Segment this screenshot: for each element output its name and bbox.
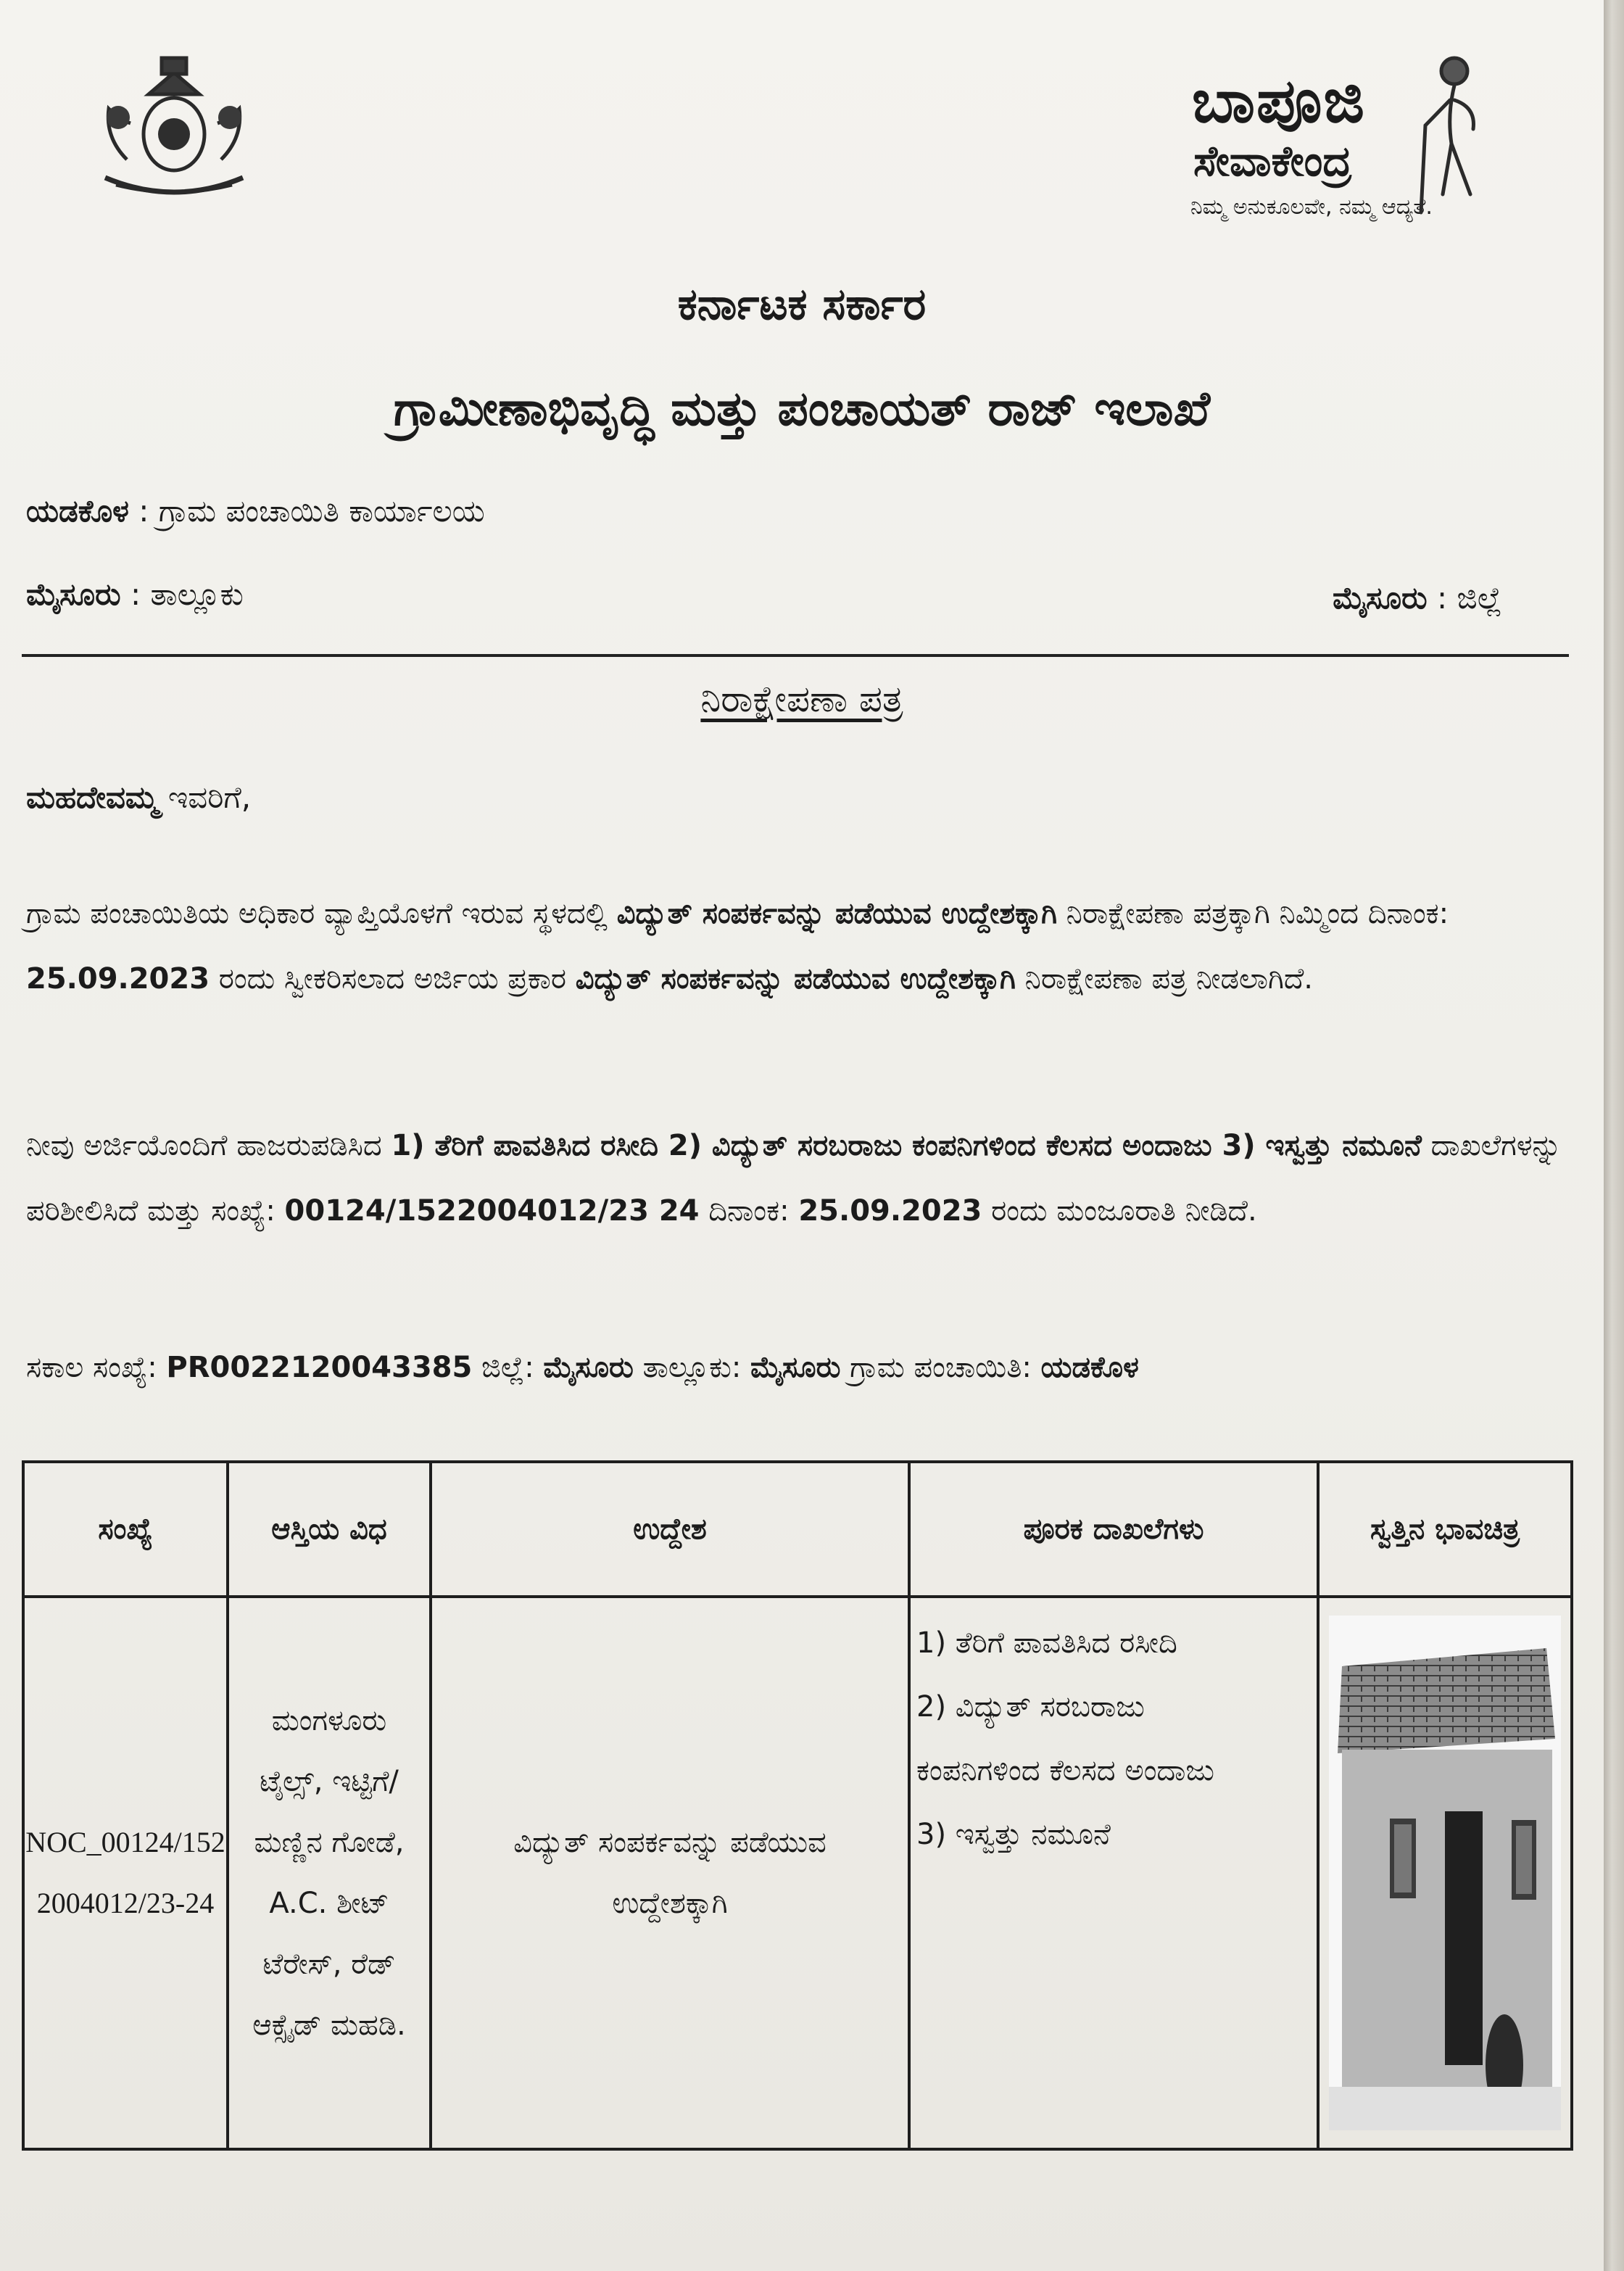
p1-purpose-1: ವಿದ್ಯುತ್ ಸಂಪರ್ಕವನ್ನು ಪಡೆಯುವ ಉದ್ದೇಶಕ್ಕಾಗಿ bbox=[616, 897, 1057, 930]
salutation bbox=[26, 779, 251, 816]
district-name: ಮೈಸೂರು bbox=[1333, 580, 1428, 616]
taluk-name: ಮೈಸೂರು bbox=[26, 576, 121, 612]
p2-text-a: ನೀವು ಅರ್ಜಿಯೊಂದಿಗೆ ಹಾಜರುಪಡಿಸಿದ bbox=[26, 1129, 392, 1162]
header-purpose: ಉದ್ದೇಶ bbox=[431, 1462, 909, 1597]
p2-document-list: 1) ತೆರಿಗೆ ಪಾವತಿಸಿದ ರಸೀದಿ 2) ವಿದ್ಯುತ್ ಸರಬರಾಜು ಕಂಪನಿಗಳಿಂದ ಕೆಲಸದ ಅಂದಾಜು 3) ಇಸ್ವತ್ತು ನಮೂನೆ bbox=[391, 1129, 1422, 1162]
sakala-number: PR0022120043385 bbox=[166, 1351, 473, 1384]
p1-text-d: ರಂದು ಸ್ವೀಕರಿಸಲಾದ ಅರ್ಜಿಯ ಪ್ರಕಾರ bbox=[210, 962, 576, 996]
paragraph-noc-statement bbox=[26, 881, 1578, 1012]
header-property-type: ಆಸ್ತಿಯ ವಿಧ bbox=[228, 1462, 431, 1597]
p2-date: 25.09.2023 bbox=[798, 1194, 982, 1228]
sakala-taluk-label: ತಾಲ್ಲೂಕು: bbox=[633, 1351, 751, 1384]
paragraph-documents-verified bbox=[26, 1113, 1578, 1244]
document-item: ಕಂಪನಿಗಳಿಂದ ಕೆಲಸದ ಅಂದಾಜು bbox=[916, 1754, 1214, 1787]
office-line bbox=[26, 493, 485, 529]
karnataka-emblem-icon bbox=[76, 51, 272, 210]
logo-title: ಬಾಪೂಜಿ bbox=[1192, 65, 1366, 136]
p1-date: 25.09.2023 bbox=[26, 962, 210, 996]
office-label: : ಗ್ರಾಮ ಪಂಚಾಯಿತಿ ಕಾರ್ಯಾಲಯ bbox=[128, 493, 485, 529]
logo-tagline: ನಿಮ್ಮ ಅನುಕೂಲವೇ, ನಮ್ಮ ಆದ್ಯತೆ. bbox=[1190, 194, 1433, 220]
header-number: ಸಂಖ್ಯೆ bbox=[23, 1462, 228, 1597]
government-title: ಕರ್ನಾಟಕ ಸರ್ಕಾರ bbox=[677, 279, 927, 330]
cell-property-type: ಮಂಗಳೂರು ಟೈಲ್ಸ್, ಇಟ್ಟಿಗೆ/ ಮಣ್ಣಿನ ಗೋಡೆ, A.C. ಶೀಟ್ ಟೆರೇಸ್, ರೆಡ್ ಆಕ್ಸೈಡ್ ಮಹಡಿ. bbox=[228, 1597, 431, 2149]
walking-figure-icon bbox=[1404, 49, 1498, 216]
district-label: : ಜಿಲ್ಲೆ bbox=[1427, 580, 1502, 616]
sakala-line bbox=[26, 1351, 1139, 1384]
table-row bbox=[23, 1597, 1572, 2149]
logo-subtitle: ಸೇವಾಕೇಂದ್ರ bbox=[1193, 136, 1352, 186]
p1-text-f: ನಿರಾಕ್ಷೇಪಣಾ ಪತ್ರ ನೀಡಲಾಗಿದೆ. bbox=[1015, 962, 1314, 996]
p1-text-a: ಗ್ರಾಮ ಪಂಚಾಯಿತಿಯ ಅಧಿಕಾರ ವ್ಯಾಪ್ತಿಯೊಳಗೆ ಇರುವ ಸ್ಥಳದಲ್ಲಿ bbox=[26, 897, 617, 930]
p2-text-d: ದಿನಾಂಕ: bbox=[699, 1194, 799, 1228]
cell-property-photo bbox=[1318, 1597, 1572, 2149]
addressee-name: ಮಹದೇವಮ್ಮ bbox=[26, 779, 159, 815]
header-property-photo: ಸ್ವತ್ತಿನ ಭಾವಚಿತ್ರ bbox=[1318, 1462, 1572, 1597]
page-edge bbox=[1604, 0, 1624, 2271]
p1-purpose-2: ವಿದ್ಯುತ್ ಸಂಪರ್ಕವನ್ನು ಪಡೆಯುವ ಉದ್ದೇಶಕ್ಕಾಗಿ bbox=[575, 962, 1016, 996]
document-item: 2) ವಿದ್ಯುತ್ ಸರಬರಾಜು bbox=[916, 1690, 1145, 1724]
taluk-line bbox=[26, 576, 244, 613]
panchayat-name: ಯಡಕೊಳ bbox=[26, 493, 129, 529]
document-title: ನಿರಾಕ್ಷೇಪಣಾ ಪತ್ರ bbox=[700, 678, 903, 720]
header-divider bbox=[22, 654, 1569, 657]
sakala-label: ಸಕಾಲ ಸಂಖ್ಯೆ: bbox=[26, 1351, 167, 1384]
sakala-gp: ಯಡಕೊಳ bbox=[1040, 1351, 1139, 1384]
sakala-gp-label: ಗ್ರಾಮ ಪಂಚಾಯಿತಿ: bbox=[840, 1351, 1041, 1384]
p2-text-e: ರಂದು ಮಂಜೂರಾತಿ ನೀಡಿದೆ. bbox=[982, 1194, 1257, 1228]
property-photo bbox=[1329, 1616, 1561, 2130]
addressee-suffix: ಇವರಿಗೆ, bbox=[158, 779, 252, 815]
cell-purpose: ವಿದ್ಯುತ್ ಸಂಪರ್ಕವನ್ನು ಪಡೆಯುವ ಉದ್ದೇಶಕ್ಕಾಗಿ bbox=[431, 1597, 909, 2149]
sakala-district-label: ಜಿಲ್ಲೆ: bbox=[472, 1351, 544, 1384]
table-header-row bbox=[23, 1462, 1572, 1597]
bapuji-sevakendra-logo bbox=[1186, 44, 1505, 232]
document-item: 3) ಇಸ್ವತ್ತು ನಮೂನೆ bbox=[916, 1818, 1111, 1851]
taluk-label: : ತಾಲ್ಲೂಕು bbox=[120, 576, 244, 612]
district-line bbox=[1333, 580, 1502, 616]
sakala-district: ಮೈಸೂರು bbox=[543, 1351, 634, 1384]
document-item: 1) ತೆರಿಗೆ ಪಾವತಿಸಿದ ರಸೀದಿ bbox=[916, 1626, 1177, 1660]
department-title: ಗ್ರಾಮೀಣಾಭಿವೃದ್ಧಿ ಮತ್ತು ಪಂಚಾಯತ್ ರಾಜ್ ಇಲಾಖೆ bbox=[393, 381, 1211, 437]
header-supporting-documents: ಪೂರಕ ದಾಖಲೆಗಳು bbox=[909, 1462, 1318, 1597]
house-photo-icon bbox=[1329, 1616, 1561, 2130]
sakala-taluk: ಮೈಸೂರು bbox=[750, 1351, 841, 1384]
p2-number: 00124/1522004012/23 24 bbox=[284, 1194, 700, 1228]
p2-text-c: ದಾಖಲೆಗಳನ್ನು ಪರಿಶೀಲಿಸಿದೆ ಮತ್ತು ಸಂಖ್ಯೆ: bbox=[26, 1129, 1562, 1228]
cell-number: NOC_00124/1522004012/23-24 bbox=[23, 1597, 228, 2149]
p1-text-c: ನಿರಾಕ್ಷೇಪಣಾ ಪತ್ರಕ್ಕಾಗಿ ನಿಮ್ಮಿಂದ ದಿನಾಂಕ: bbox=[1056, 897, 1449, 930]
cell-supporting-documents bbox=[909, 1597, 1318, 2149]
property-table bbox=[22, 1460, 1573, 2151]
